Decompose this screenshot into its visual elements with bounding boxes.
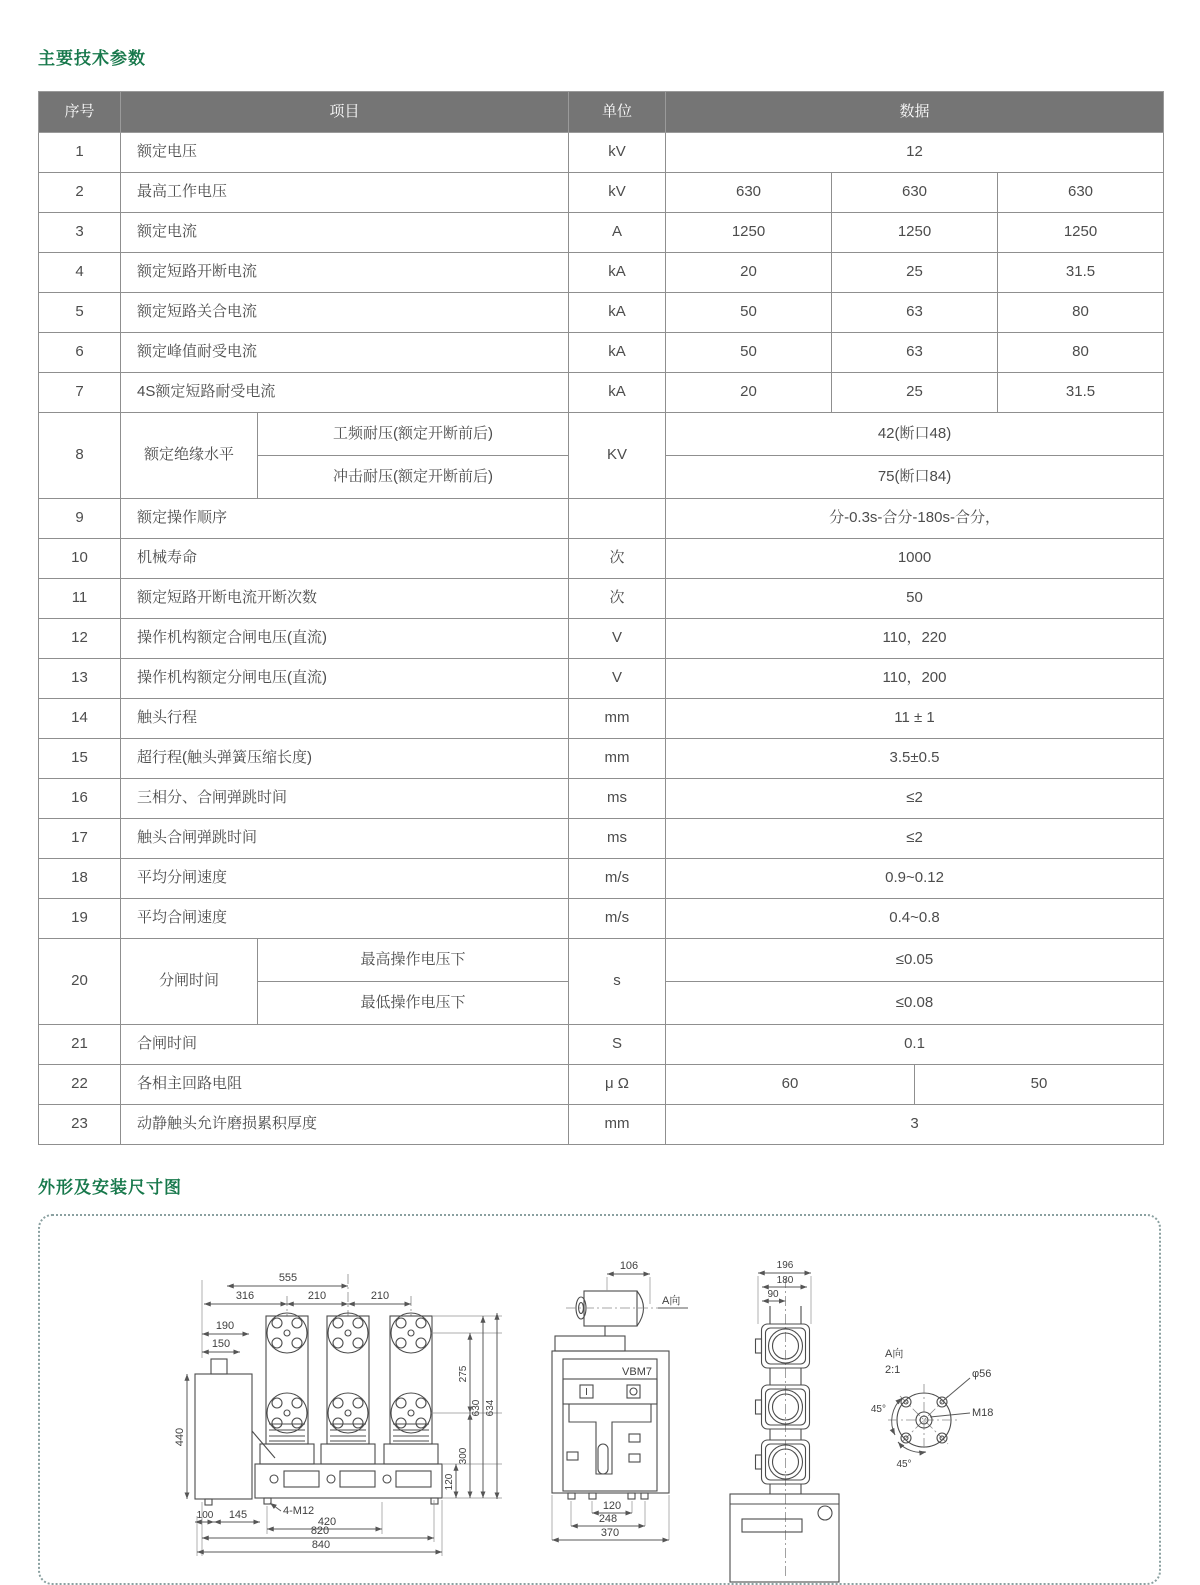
row-no: 20: [39, 939, 121, 1025]
row-unit: kA: [569, 373, 666, 413]
table-row: [39, 213, 1164, 253]
row-subitem: 最低操作电压下: [258, 982, 569, 1025]
detail-view-a: [871, 1346, 994, 1470]
table-row: [39, 899, 1164, 939]
view-a-label: A向: [885, 1348, 904, 1360]
row-item: 平均合闸速度: [121, 899, 569, 939]
row-no: 22: [39, 1065, 121, 1105]
row-no: 18: [39, 859, 121, 899]
row-value: 50: [666, 579, 1164, 619]
row-value: 0.4~0.8: [666, 899, 1164, 939]
row-unit: S: [569, 1025, 666, 1065]
row-no: 12: [39, 619, 121, 659]
scale-label: 2:1: [885, 1364, 901, 1376]
dim-label: φ56: [972, 1368, 992, 1380]
row-value: ≤2: [666, 819, 1164, 859]
row-value: 110，220: [666, 619, 1164, 659]
row-no: 4: [39, 253, 121, 293]
header-item: 项目: [121, 92, 569, 133]
row-no: 16: [39, 779, 121, 819]
row-unit: m/s: [569, 859, 666, 899]
row-unit: kV: [569, 133, 666, 173]
row-item: 额定短路关合电流: [121, 293, 569, 333]
row-value: 12: [666, 133, 1164, 173]
dim-label: 440: [174, 1427, 186, 1447]
angle-label: 45°: [896, 1459, 912, 1470]
row-value: 80: [998, 293, 1164, 333]
table-row: [39, 413, 1164, 456]
row-value: 3: [666, 1105, 1164, 1145]
dim-label: 210: [370, 1290, 390, 1302]
dim-label: 820: [310, 1525, 330, 1537]
section-title-specs: 主要技术参数: [38, 49, 146, 68]
table-row: [39, 739, 1164, 779]
table-row: [39, 1065, 1164, 1105]
table-row: [39, 253, 1164, 293]
row-value: ≤2: [666, 779, 1164, 819]
model-label: VBM7: [622, 1366, 652, 1378]
table-row: [39, 1105, 1164, 1145]
row-unit: 次: [569, 579, 666, 619]
row-value: 3.5±0.5: [666, 739, 1164, 779]
dim-label: M18: [972, 1407, 994, 1419]
header-no: 序号: [39, 92, 121, 133]
row-unit: mm: [569, 699, 666, 739]
row-unit: ms: [569, 779, 666, 819]
dim-label: 210: [307, 1290, 327, 1302]
table-row: [39, 539, 1164, 579]
row-no: 9: [39, 499, 121, 539]
table-row: [39, 939, 1164, 982]
row-no: 10: [39, 539, 121, 579]
table-row: [39, 1025, 1164, 1065]
row-item: 合闸时间: [121, 1025, 569, 1065]
row-unit: kA: [569, 253, 666, 293]
row-unit: V: [569, 659, 666, 699]
table-row: [39, 819, 1164, 859]
row-value: 630: [998, 173, 1164, 213]
table-row: [39, 333, 1164, 373]
row-item: 额定电流: [121, 213, 569, 253]
row-no: 21: [39, 1025, 121, 1065]
row-unit: ms: [569, 819, 666, 859]
dim-label: 190: [215, 1320, 235, 1332]
row-item: 分闸时间: [121, 939, 258, 1025]
row-item: 动静触头允许磨损累积厚度: [121, 1105, 569, 1145]
row-unit: mm: [569, 1105, 666, 1145]
table-row: [39, 133, 1164, 173]
row-item: 三相分、合闸弹跳时间: [121, 779, 569, 819]
table-header-row: [39, 92, 1164, 133]
row-item: 平均分闸速度: [121, 859, 569, 899]
dim-label: 106: [619, 1260, 639, 1272]
header-data: 数据: [666, 92, 1164, 133]
dim-label: 120: [444, 1473, 455, 1491]
row-unit: μ Ω: [569, 1065, 666, 1105]
row-no: 17: [39, 819, 121, 859]
dim-label: 555: [278, 1272, 298, 1284]
dim-label: 4-M12: [283, 1505, 315, 1517]
row-value: 1250: [998, 213, 1164, 253]
row-value: 75(断口84): [666, 456, 1164, 499]
table-row: [39, 499, 1164, 539]
front-view: [174, 1272, 502, 1556]
row-value: 1000: [666, 539, 1164, 579]
row-item: 额定电压: [121, 133, 569, 173]
dim-label: 420: [317, 1516, 337, 1528]
row-item: 4S额定短路耐受电流: [121, 373, 569, 413]
header-unit: 单位: [569, 92, 666, 133]
row-no: 13: [39, 659, 121, 699]
row-item: 触头合闸弹跳时间: [121, 819, 569, 859]
row-value: 11 ± 1: [666, 699, 1164, 739]
dim-label: 150: [211, 1338, 231, 1350]
row-unit: kA: [569, 293, 666, 333]
row-item: 额定短路开断电流开断次数: [121, 579, 569, 619]
row-item: 额定短路开断电流: [121, 253, 569, 293]
dim-label: 145: [228, 1509, 248, 1521]
dim-label: 316: [235, 1290, 255, 1302]
row-value: 42(断口48): [666, 413, 1164, 456]
dim-label: 90: [767, 1289, 779, 1300]
row-value: 50: [666, 333, 832, 373]
table-row: [39, 859, 1164, 899]
dimension-drawing: [40, 1216, 1159, 1583]
table-row: [39, 779, 1164, 819]
row-no: 8: [39, 413, 121, 499]
row-item: 触头行程: [121, 699, 569, 739]
row-item: 额定绝缘水平: [121, 413, 258, 499]
section-title-dimensions: 外形及安装尺寸图: [38, 1178, 182, 1197]
row-item: 额定操作顺序: [121, 499, 569, 539]
row-no: 23: [39, 1105, 121, 1145]
on-button-glyph: I: [585, 1387, 588, 1398]
rear-view: [730, 1260, 839, 1582]
row-item: 机械寿命: [121, 539, 569, 579]
row-value: 63: [832, 293, 998, 333]
row-no: 11: [39, 579, 121, 619]
row-unit: mm: [569, 739, 666, 779]
table-row: [39, 699, 1164, 739]
row-unit: V: [569, 619, 666, 659]
row-value: 630: [832, 173, 998, 213]
row-value: 0.1: [666, 1025, 1164, 1065]
dim-label: 370: [600, 1527, 620, 1539]
row-subitem: 最高操作电压下: [258, 939, 569, 982]
dim-label: 180: [776, 1275, 794, 1286]
dim-label: 840: [311, 1539, 331, 1551]
row-no: 14: [39, 699, 121, 739]
table-row: [39, 373, 1164, 413]
row-unit: m/s: [569, 899, 666, 939]
row-value: ≤0.08: [666, 982, 1164, 1025]
row-value: 80: [998, 333, 1164, 373]
row-item: 超行程(触头弹簧压缩长度): [121, 739, 569, 779]
dimension-drawing-panel: [38, 1214, 1161, 1585]
row-unit: A: [569, 213, 666, 253]
side-view: [552, 1260, 688, 1540]
table-row: [39, 173, 1164, 213]
row-value: 50: [666, 293, 832, 333]
dim-label: 634: [485, 1399, 496, 1417]
row-value: 20: [666, 373, 832, 413]
dim-label: 630: [471, 1399, 482, 1417]
table-row: [39, 659, 1164, 699]
row-value: 50: [915, 1065, 1164, 1105]
row-no: 1: [39, 133, 121, 173]
row-unit: [569, 499, 666, 539]
row-value: 60: [666, 1065, 915, 1105]
row-no: 2: [39, 173, 121, 213]
dim-label: 120: [602, 1500, 622, 1512]
spec-table: [38, 91, 1164, 1145]
row-value: 25: [832, 373, 998, 413]
row-value: 63: [832, 333, 998, 373]
row-no: 15: [39, 739, 121, 779]
row-value: 1250: [832, 213, 998, 253]
row-value: 分-0.3s-合分-180s-合分，: [666, 499, 1164, 539]
row-value: ≤0.05: [666, 939, 1164, 982]
row-subitem: 冲击耐压(额定开断前后): [258, 456, 569, 499]
row-no: 5: [39, 293, 121, 333]
row-item: 最高工作电压: [121, 173, 569, 213]
row-no: 6: [39, 333, 121, 373]
row-value: 20: [666, 253, 832, 293]
row-no: 19: [39, 899, 121, 939]
row-no: 7: [39, 373, 121, 413]
dim-label: 196: [776, 1260, 794, 1271]
row-item: 操作机构额定合闸电压(直流): [121, 619, 569, 659]
row-value: 31.5: [998, 253, 1164, 293]
table-row: [39, 293, 1164, 333]
dim-label: 248: [598, 1513, 618, 1525]
row-item: 各相主回路电阻: [121, 1065, 569, 1105]
row-unit: kV: [569, 173, 666, 213]
view-a-label: A向: [662, 1295, 681, 1307]
angle-label: 45°: [870, 1404, 886, 1415]
row-value: 31.5: [998, 373, 1164, 413]
row-value: 1250: [666, 213, 832, 253]
row-item: 额定峰值耐受电流: [121, 333, 569, 373]
row-value: 25: [832, 253, 998, 293]
row-no: 3: [39, 213, 121, 253]
row-value: 0.9~0.12: [666, 859, 1164, 899]
row-item: 操作机构额定分闸电压(直流): [121, 659, 569, 699]
table-row: [39, 619, 1164, 659]
row-value: 630: [666, 173, 832, 213]
row-value: 110，200: [666, 659, 1164, 699]
table-row: [39, 579, 1164, 619]
row-unit: kA: [569, 333, 666, 373]
dim-label: 100: [196, 1510, 214, 1521]
row-subitem: 工频耐压(额定开断前后): [258, 413, 569, 456]
dim-label: 275: [458, 1365, 469, 1383]
row-unit: KV: [569, 413, 666, 499]
row-unit: s: [569, 939, 666, 1025]
dim-label: 300: [458, 1447, 469, 1465]
row-unit: 次: [569, 539, 666, 579]
